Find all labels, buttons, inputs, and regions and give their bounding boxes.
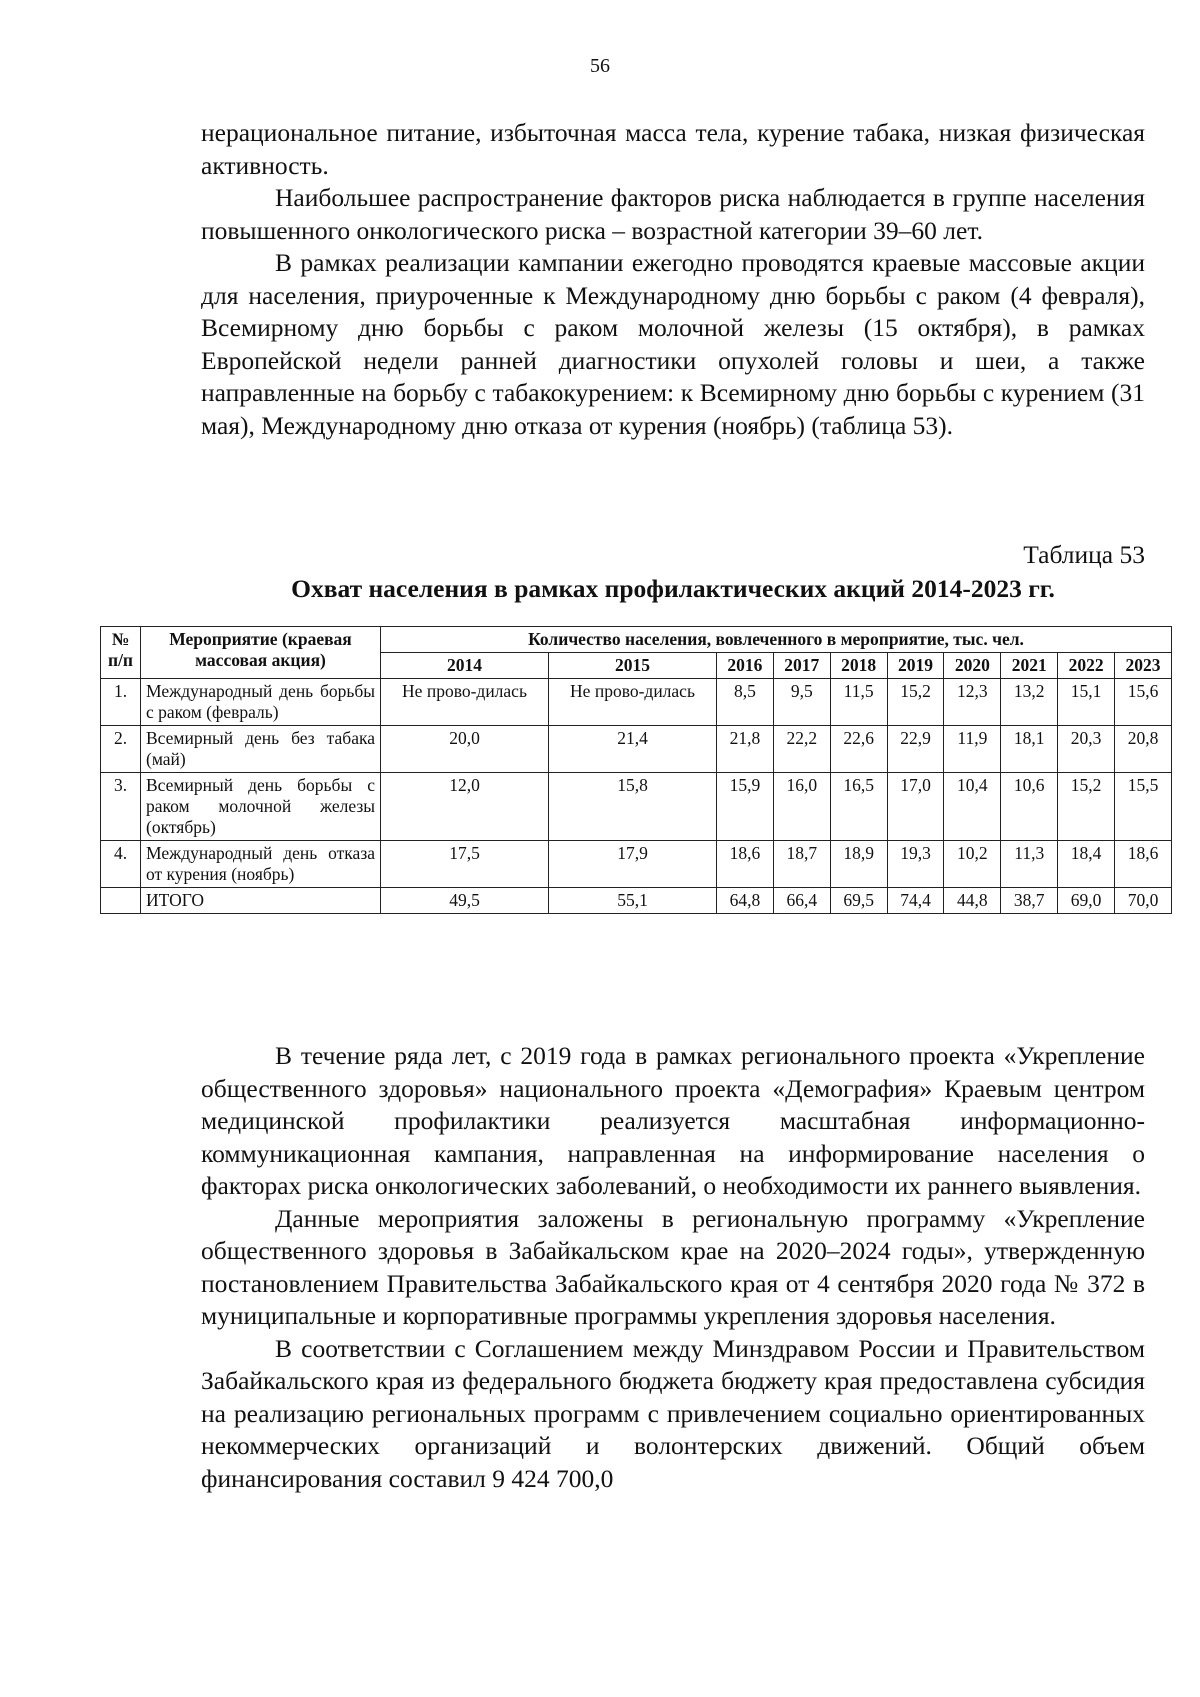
header-year: 2023 <box>1115 653 1172 679</box>
value-cell: 15,8 <box>549 773 717 841</box>
value-cell: 11,5 <box>830 679 887 726</box>
value-cell: 69,5 <box>830 888 887 914</box>
value-cell: 16,5 <box>830 773 887 841</box>
value-cell: 18,6 <box>1115 841 1172 888</box>
page-number: 56 <box>590 55 610 77</box>
value-cell: 11,9 <box>944 726 1001 773</box>
header-population-count: Количество населения, вовлеченного в мероприятие, тыс. чел. <box>381 627 1172 653</box>
value-cell: 64,8 <box>717 888 774 914</box>
value-cell: 13,2 <box>1001 679 1058 726</box>
table-row <box>101 679 1172 726</box>
header-year: 2019 <box>887 653 944 679</box>
value-cell: 44,8 <box>944 888 1001 914</box>
header-year: 2018 <box>830 653 887 679</box>
value-cell: 10,4 <box>944 773 1001 841</box>
value-cell: 18,9 <box>830 841 887 888</box>
header-year: 2017 <box>773 653 830 679</box>
body-text-top <box>201 117 1145 442</box>
value-cell: 22,6 <box>830 726 887 773</box>
value-cell: 74,4 <box>887 888 944 914</box>
row-number: 1. <box>101 679 141 726</box>
value-cell: 9,5 <box>773 679 830 726</box>
paragraph: нерациональное питание, избыточная масса тела, курение табака, низкая физическая активность. <box>201 118 1145 180</box>
value-cell: 21,8 <box>717 726 774 773</box>
value-cell: 55,1 <box>549 888 717 914</box>
header-year: 2014 <box>381 653 549 679</box>
value-cell: 18,6 <box>717 841 774 888</box>
event-name: Международный день отказа от курения (ноябрь) <box>141 841 381 888</box>
value-cell: 22,2 <box>773 726 830 773</box>
table-row <box>101 841 1172 888</box>
value-cell: 20,0 <box>381 726 549 773</box>
value-cell: 66,4 <box>773 888 830 914</box>
paragraph: Данные мероприятия заложены в региональную программу «Укрепление общественного здоровья в Забайкальском крае на 2020–2024 годы», утвержденную постановлением Правительства Забайкальского края от 4 сентября 2020 года № 372 в муниципальные и корпоративные программы укрепления здоровья населения. <box>201 1203 1145 1330</box>
value-cell: 10,6 <box>1001 773 1058 841</box>
value-cell: 18,7 <box>773 841 830 888</box>
event-name: Всемирный день борьбы с раком молочной железы (октябрь) <box>141 773 381 841</box>
paragraph: В рамках реализации кампании ежегодно проводятся краевые массовые акции для населения, приуроченные к Международному дню борьбы с раком (4 февраля), Всемирному дню борьбы с раком молочной железы (15 октября), в рамках Европейской недели ранней диагностики опухолей головы и шеи, а также направленные на борьбу с табакокурением: к Всемирному дню борьбы с курением (31 мая), Международному дню отказа от курения (ноябрь) (таблица 53). <box>201 248 1145 440</box>
row-number: 4. <box>101 841 141 888</box>
value-cell: 15,2 <box>887 679 944 726</box>
event-name: Всемирный день без табака (май) <box>141 726 381 773</box>
value-cell: 15,6 <box>1115 679 1172 726</box>
value-cell: 69,0 <box>1058 888 1115 914</box>
value-cell: 38,7 <box>1001 888 1058 914</box>
header-year: 2020 <box>944 653 1001 679</box>
value-cell: 70,0 <box>1115 888 1172 914</box>
header-year: 2015 <box>549 653 717 679</box>
value-cell: 15,5 <box>1115 773 1172 841</box>
paragraph: Наибольшее распространение факторов риска наблюдается в группе населения повышенного онкологического риска – возрастной категории 39–60 лет. <box>201 183 1145 245</box>
value-cell: 15,9 <box>717 773 774 841</box>
value-cell: Не прово-дилась <box>549 679 717 726</box>
event-name: Международный день борьбы с раком (февраль) <box>141 679 381 726</box>
value-cell: 49,5 <box>381 888 549 914</box>
value-cell: 20,8 <box>1115 726 1172 773</box>
value-cell: 17,9 <box>549 841 717 888</box>
row-number: 3. <box>101 773 141 841</box>
value-cell: 15,2 <box>1058 773 1115 841</box>
value-cell: Не прово-дилась <box>381 679 549 726</box>
coverage-table <box>100 626 1172 914</box>
value-cell: 12,0 <box>381 773 549 841</box>
value-cell: 18,4 <box>1058 841 1115 888</box>
value-cell: 17,5 <box>381 841 549 888</box>
header-event: Мероприятие (краевая массовая акция) <box>141 627 381 679</box>
value-cell: 12,3 <box>944 679 1001 726</box>
value-cell: 21,4 <box>549 726 717 773</box>
table-row <box>101 888 1172 914</box>
value-cell: 22,9 <box>887 726 944 773</box>
table-label: Таблица 53 <box>1023 540 1145 569</box>
value-cell: 18,1 <box>1001 726 1058 773</box>
value-cell: 10,2 <box>944 841 1001 888</box>
paragraph: В соответствии с Соглашением между Минздравом России и Правительством Забайкальского края из федерального бюджета бюджету края предоставлена субсидия на реализацию региональных программ с привлечением социально ориентированных некоммерческих организаций и волонтерских движений. Общий объем финансирования составил 9 424 700,0 <box>201 1333 1145 1493</box>
paragraph: В течение ряда лет, с 2019 года в рамках регионального проекта «Укрепление общественного здоровья» национального проекта «Демография» Краевым центром медицинской профилактики реализуется масштабная информационно-коммуникационная кампания, направленная на информирование населения о факторах риска онкологических заболеваний, о необходимости их раннего выявления. <box>201 1041 1145 1200</box>
value-cell: 19,3 <box>887 841 944 888</box>
header-year: 2022 <box>1058 653 1115 679</box>
row-number: 2. <box>101 726 141 773</box>
event-name: ИТОГО <box>141 888 381 914</box>
table-row <box>101 726 1172 773</box>
header-year: 2021 <box>1001 653 1058 679</box>
value-cell: 20,3 <box>1058 726 1115 773</box>
table-title: Охват населения в рамках профилактических акций 2014-2023 гг. <box>291 574 1055 603</box>
body-text-bottom <box>201 1040 1145 1495</box>
value-cell: 11,3 <box>1001 841 1058 888</box>
row-number <box>101 888 141 914</box>
value-cell: 15,1 <box>1058 679 1115 726</box>
value-cell: 8,5 <box>717 679 774 726</box>
value-cell: 17,0 <box>887 773 944 841</box>
header-number: № п/п <box>101 627 141 679</box>
header-year: 2016 <box>717 653 774 679</box>
table-row <box>101 773 1172 841</box>
value-cell: 16,0 <box>773 773 830 841</box>
